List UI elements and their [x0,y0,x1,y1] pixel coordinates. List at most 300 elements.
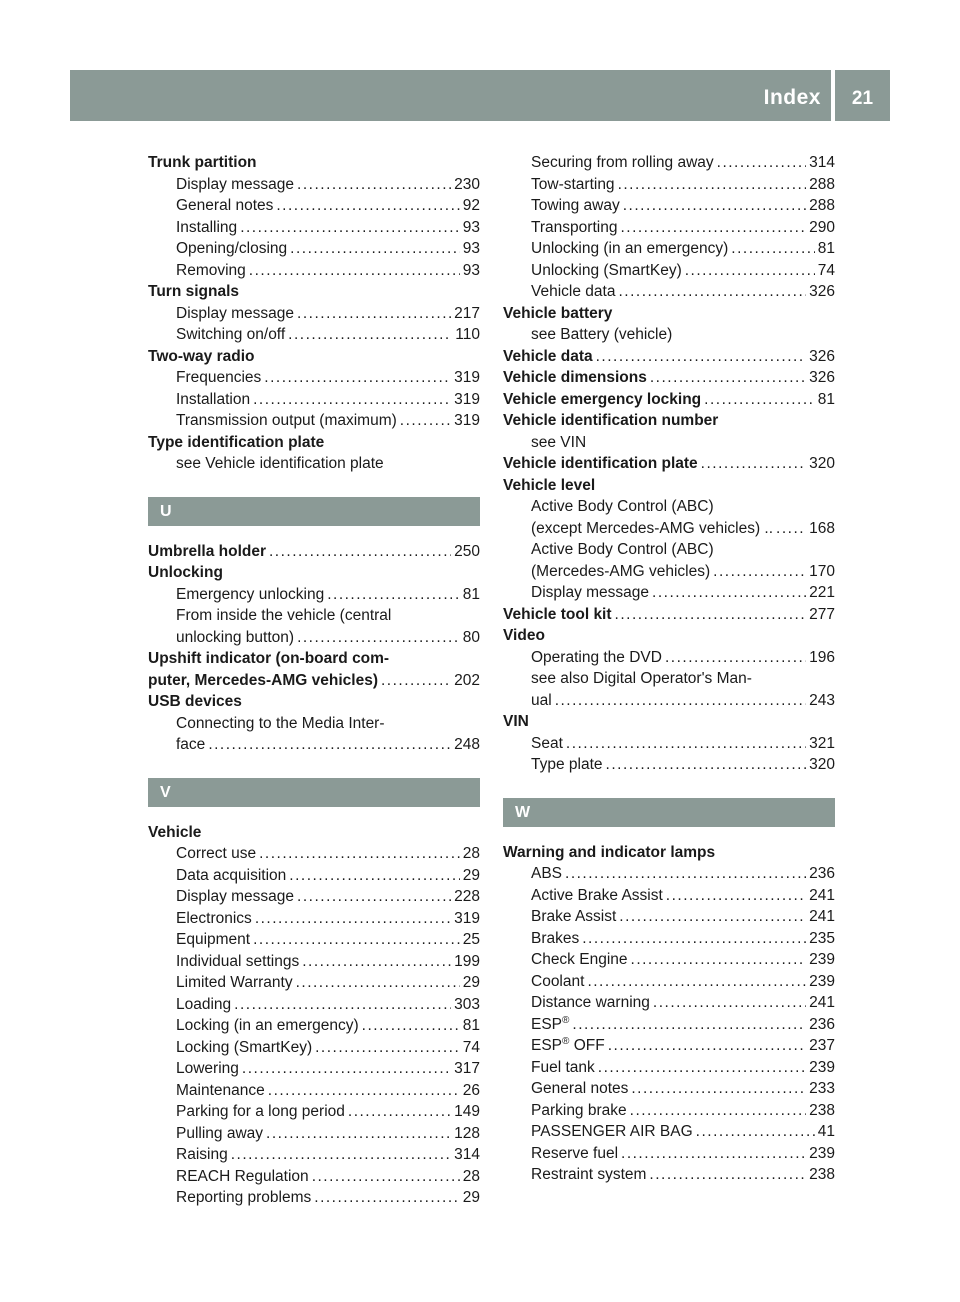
entry-text [176,908,252,930]
entry-label: Equipment [176,931,251,948]
entry-label: Vehicle data [531,283,616,300]
index-subentry-text [148,453,480,475]
entry-text [176,410,397,432]
page-reference: 277 [809,605,835,623]
leader-dots [649,1164,806,1186]
page-reference: 149 [454,1103,480,1120]
entry-text [531,238,728,260]
page-reference: 243 [809,691,835,709]
entry-text [531,496,714,518]
entry-text [176,367,261,389]
page-reference: 326 [809,283,835,300]
page-reference: 236 [809,1015,835,1033]
index-subentry-text [503,496,835,518]
leader-dots [268,1080,460,1102]
leader-dots [259,843,460,865]
index-heading [503,475,835,497]
index-entry-main [503,604,835,626]
leader-dots [615,604,807,626]
entry-label: Loading [176,995,232,1013]
index-subentry [148,1101,480,1123]
leader-dots [276,195,459,217]
entry-label: Lowering [176,1060,239,1077]
entry-text [503,475,595,497]
page-number: 21 [851,88,874,109]
entry-text [176,217,237,239]
index-subentry [503,1078,835,1100]
index-subentry-text [503,539,835,561]
index-subentry [148,734,480,756]
index-subentry [148,886,480,908]
entry-label: Vehicle battery [503,304,613,322]
index-subentry [148,174,480,196]
index-subentry [148,972,480,994]
entry-text [503,389,701,411]
entry-label: Securing from rolling away [531,154,714,171]
entry-label: General notes [176,197,274,214]
entry-text [503,367,647,389]
index-subentry [148,367,480,389]
entry-text [531,281,615,303]
entry-text [531,432,586,454]
entry-label: Vehicle data [503,347,593,365]
entry-label: Locking (in an emergency) [176,1017,359,1034]
entry-label: Switching on/off [176,326,286,343]
index-heading [148,152,480,174]
index-heading [503,410,835,432]
entry-label: Coolant [531,972,585,990]
page-reference: 288 [809,175,835,193]
leader-dots [249,260,460,282]
index-subentry [503,754,835,776]
registered-mark: ® [562,1014,570,1026]
page-reference: 239 [809,972,835,990]
entry-label: ABS [531,865,563,882]
entry-text [148,152,257,174]
page-reference: 80 [462,628,480,646]
entry-text [531,733,563,755]
entry-label: see Battery (vehicle) [531,326,673,343]
page-reference: 319 [454,369,480,386]
page-reference: 28 [462,845,480,862]
index-heading [148,281,480,303]
page-reference: 237 [809,1037,835,1054]
entry-label: Frequencies [176,369,262,386]
entry-label: Pulling away [176,1124,264,1142]
leader-dots [297,627,460,649]
entry-text [176,865,286,887]
entry-text [148,346,255,368]
entry-label: Individual settings [176,952,300,970]
entry-label: Display message [176,304,295,322]
index-entry-main [503,389,835,411]
page-reference: 217 [454,304,480,322]
entry-text [531,1078,628,1100]
page-reference: 29 [462,974,480,991]
index-subentry [503,152,835,174]
entry-text [531,539,714,561]
index-heading [148,648,480,670]
entry-label: Display message [531,584,650,601]
entry-label: Operating the DVD [531,648,662,666]
entry-text [531,518,773,540]
entry-text [176,951,299,973]
entry-label: General notes [531,1080,629,1097]
entry-text [503,842,715,864]
entry-text [176,1187,311,1209]
page-reference: 236 [809,865,835,882]
leader-dots [381,670,451,692]
entry-label: Vehicle tool kit [503,605,612,623]
page-reference: 230 [454,175,480,193]
page-title: Index [763,86,821,109]
index-subentry-text [503,668,835,690]
index-subentry [503,885,835,907]
index-subentry [148,908,480,930]
entry-text [531,260,682,282]
index-subentry [503,582,835,604]
index-subentry [503,733,835,755]
page-reference: 241 [809,994,835,1011]
leader-dots [266,1123,451,1145]
index-subentry [503,1100,835,1122]
entry-label: see VIN [531,433,587,451]
entry-label: Reserve fuel [531,1144,619,1162]
entry-label: Raising [176,1146,228,1163]
index-subentry-text [503,324,835,346]
index-subentry [148,865,480,887]
leader-dots [297,886,451,908]
leader-dots [327,584,460,606]
page-reference: 28 [462,1167,480,1185]
entry-label: Unlocking (SmartKey) [531,261,682,279]
entry-label: USB devices [148,693,242,710]
entry-label: Locking (SmartKey) [176,1038,313,1056]
leader-dots [619,906,806,928]
index-heading [503,711,835,733]
leader-dots [652,582,806,604]
page-reference: 319 [454,909,480,927]
index-entry-main [503,367,835,389]
entry-text [531,928,579,950]
entry-label: Transporting [531,218,618,236]
page-reference: 239 [809,951,835,968]
index-subentry [148,195,480,217]
page-reference: 25 [462,931,480,948]
index-subentry-text [503,432,835,454]
entry-text [176,1101,345,1123]
index-subentry [148,951,480,973]
leader-dots [776,518,806,540]
page-reference: 233 [809,1080,835,1097]
page-reference: 170 [809,562,835,580]
index-subentry [503,281,835,303]
entry-text [176,1144,228,1166]
entry-label: ESP [531,1015,563,1033]
entry-text [531,1057,595,1079]
entry-text [531,1164,646,1186]
index-subentry [148,1187,480,1209]
page-reference: 320 [809,455,835,472]
page-reference: 221 [809,584,835,601]
leader-dots [296,972,460,994]
index-subentry [503,217,835,239]
index-subentry [148,303,480,325]
leader-dots [701,453,806,475]
entry-label: Upshift indicator (on-board com- [148,650,390,667]
leader-dots [606,754,807,776]
entry-label: Restraint system [531,1166,647,1183]
entry-text [176,627,294,649]
entry-text [531,152,714,174]
entry-text [531,561,710,583]
leader-dots [290,238,460,260]
index-heading [148,822,480,844]
leader-dots [631,949,807,971]
index-subentry [503,971,835,993]
index-subentry [503,561,835,583]
entry-label: Emergency unlocking [176,585,325,603]
page-reference: 326 [809,369,835,386]
leader-dots [717,152,806,174]
leader-dots [400,410,451,432]
entry-group [503,152,835,776]
page-reference: 303 [454,995,480,1013]
page-reference: 196 [809,648,835,666]
page-reference: 250 [454,542,480,560]
index-heading [148,432,480,454]
entry-group [503,842,835,1186]
entry-text [176,303,294,325]
page-reference: 321 [809,734,835,752]
leader-dots [297,174,451,196]
entry-text [531,906,616,928]
index-subentry [148,260,480,282]
section-header-w: W [503,798,835,827]
entry-text [176,1123,263,1145]
index-subentry [503,1057,835,1079]
entry-text [148,691,242,713]
entry-text [531,195,620,217]
page-reference: 314 [454,1146,480,1163]
index-subentry [148,994,480,1016]
leader-dots [631,1078,806,1100]
index-subentry [148,324,480,346]
entry-label: Opening/closing [176,240,288,257]
page-reference: 92 [462,197,480,214]
leader-dots [264,367,451,389]
index-subentry [148,627,480,649]
entry-text [176,734,205,756]
entry-label: Type plate [531,756,603,773]
entry-text [176,324,285,346]
entry-label: Connecting to the Media Inter- [176,714,385,732]
page-reference: 93 [462,240,480,257]
entry-label: Warning and indicator lamps [503,843,716,861]
entry-label: Vehicle emergency locking [503,390,702,408]
entry-label: From inside the vehicle (central [176,607,392,624]
leader-dots [231,1144,451,1166]
leader-dots [289,865,459,887]
index-subentry [148,1058,480,1080]
entry-text [531,885,663,907]
leader-dots [572,1014,806,1036]
index-subentry [148,389,480,411]
index-subentry [503,1121,835,1143]
index-subentry [503,863,835,885]
entry-label: Display message [176,888,295,905]
index-subentry-text [148,605,480,627]
entry-label: Fuel tank [531,1058,595,1076]
page-reference: 81 [817,390,835,408]
index-subentry [148,217,480,239]
leader-dots [618,281,806,303]
entry-label: unlocking button) [176,628,295,646]
entry-text [176,1015,359,1037]
leader-dots [253,389,451,411]
index-entry-main [503,346,835,368]
page-reference: 29 [462,1189,480,1206]
index-subentry-text [148,713,480,735]
entry-text [176,238,287,260]
entry-text [531,1143,618,1165]
leader-dots [621,1143,806,1165]
entry-label: Vehicle identification number [503,412,719,429]
entry-text [531,1035,605,1057]
entry-text [148,648,389,670]
entry-text [176,260,246,282]
entry-label: Active Brake Assist [531,886,663,904]
page-reference: 241 [809,908,835,925]
entry-text [176,843,256,865]
entry-label: ual [531,691,552,709]
entry-text [176,605,391,627]
entry-label: Limited Warranty [176,974,293,991]
entry-label: Parking for a long period [176,1103,345,1120]
leader-dots [665,647,806,669]
page-reference: 239 [809,1144,835,1162]
entry-label: face [176,736,206,753]
page-reference: 26 [462,1081,480,1099]
index-heading [503,625,835,647]
entry-text [531,174,615,196]
index-subentry [503,647,835,669]
entry-text [176,713,385,735]
index-entry-main [503,453,835,475]
index-heading [503,303,835,325]
entry-text [148,541,266,563]
index-column-left [148,152,480,1209]
leader-dots [630,1100,806,1122]
entry-label: Tow-starting [531,175,615,193]
leader-dots [713,561,806,583]
entry-text [531,1100,627,1122]
leader-dots [242,1058,451,1080]
entry-text [176,453,384,475]
entry-text [176,174,294,196]
entry-label: Brakes [531,929,580,947]
entry-label: Vehicle [148,823,202,841]
entry-group [148,152,480,475]
entry-label: Video [503,627,545,644]
index-subentry [503,238,835,260]
index-subentry [148,1037,480,1059]
page-reference: 319 [454,390,480,408]
entry-label: Vehicle dimensions [503,369,647,386]
page-reference: 41 [817,1123,835,1140]
entry-label: puter, Mercedes-AMG vehicles) [148,671,378,689]
index-subentry [503,1164,835,1186]
leader-dots [598,1057,806,1079]
leader-dots [208,734,451,756]
entry-label: Active Body Control (ABC) [531,498,714,515]
entry-label: Vehicle level [503,476,596,494]
index-subentry [503,1035,835,1057]
entry-text [503,711,529,733]
entry-suffix: OFF [569,1037,605,1054]
index-heading [148,346,480,368]
entry-text [531,754,603,776]
leader-dots [255,908,451,930]
entry-text [503,303,612,325]
entry-text [531,582,649,604]
entry-label: Active Body Control (ABC) [531,541,714,558]
entry-label: Installation [176,390,251,408]
entry-label: Towing away [531,197,620,214]
page-reference: 317 [454,1060,480,1077]
leader-dots [312,1166,460,1188]
leader-dots [297,303,451,325]
entry-text [148,670,378,692]
index-subentry [148,1123,480,1145]
page-reference: 93 [462,261,480,279]
leader-dots [288,324,452,346]
page-reference: 74 [817,261,835,279]
entry-label: Check Engine [531,951,628,968]
leader-dots [587,971,806,993]
index-subentry [503,195,835,217]
entry-label: Vehicle identification plate [503,455,698,472]
entry-label: Maintenance [176,1081,265,1099]
index-entry-main [148,541,480,563]
leader-dots [240,217,460,239]
page-reference: 238 [809,1166,835,1183]
leader-dots [685,260,815,282]
entry-label: see Vehicle identification plate [176,455,384,472]
page-reference: 29 [462,866,480,884]
index-subentry [148,1144,480,1166]
leader-dots [565,863,806,885]
entry-text [503,625,545,647]
index-subentry [503,949,835,971]
leader-dots [731,238,814,260]
entry-text [176,195,273,217]
index-subentry [148,1015,480,1037]
entry-label: Reporting problems [176,1189,312,1206]
page-reference: 199 [454,952,480,970]
index-subentry [503,174,835,196]
entry-text [531,217,617,239]
entry-text [148,822,201,844]
leader-dots [555,690,806,712]
leader-dots [696,1121,815,1143]
section-header-u: U [148,497,480,526]
leader-dots [315,1037,460,1059]
entry-text [531,1121,693,1143]
leader-dots [666,885,806,907]
leader-dots [608,1035,806,1057]
page-reference: 326 [809,347,835,365]
